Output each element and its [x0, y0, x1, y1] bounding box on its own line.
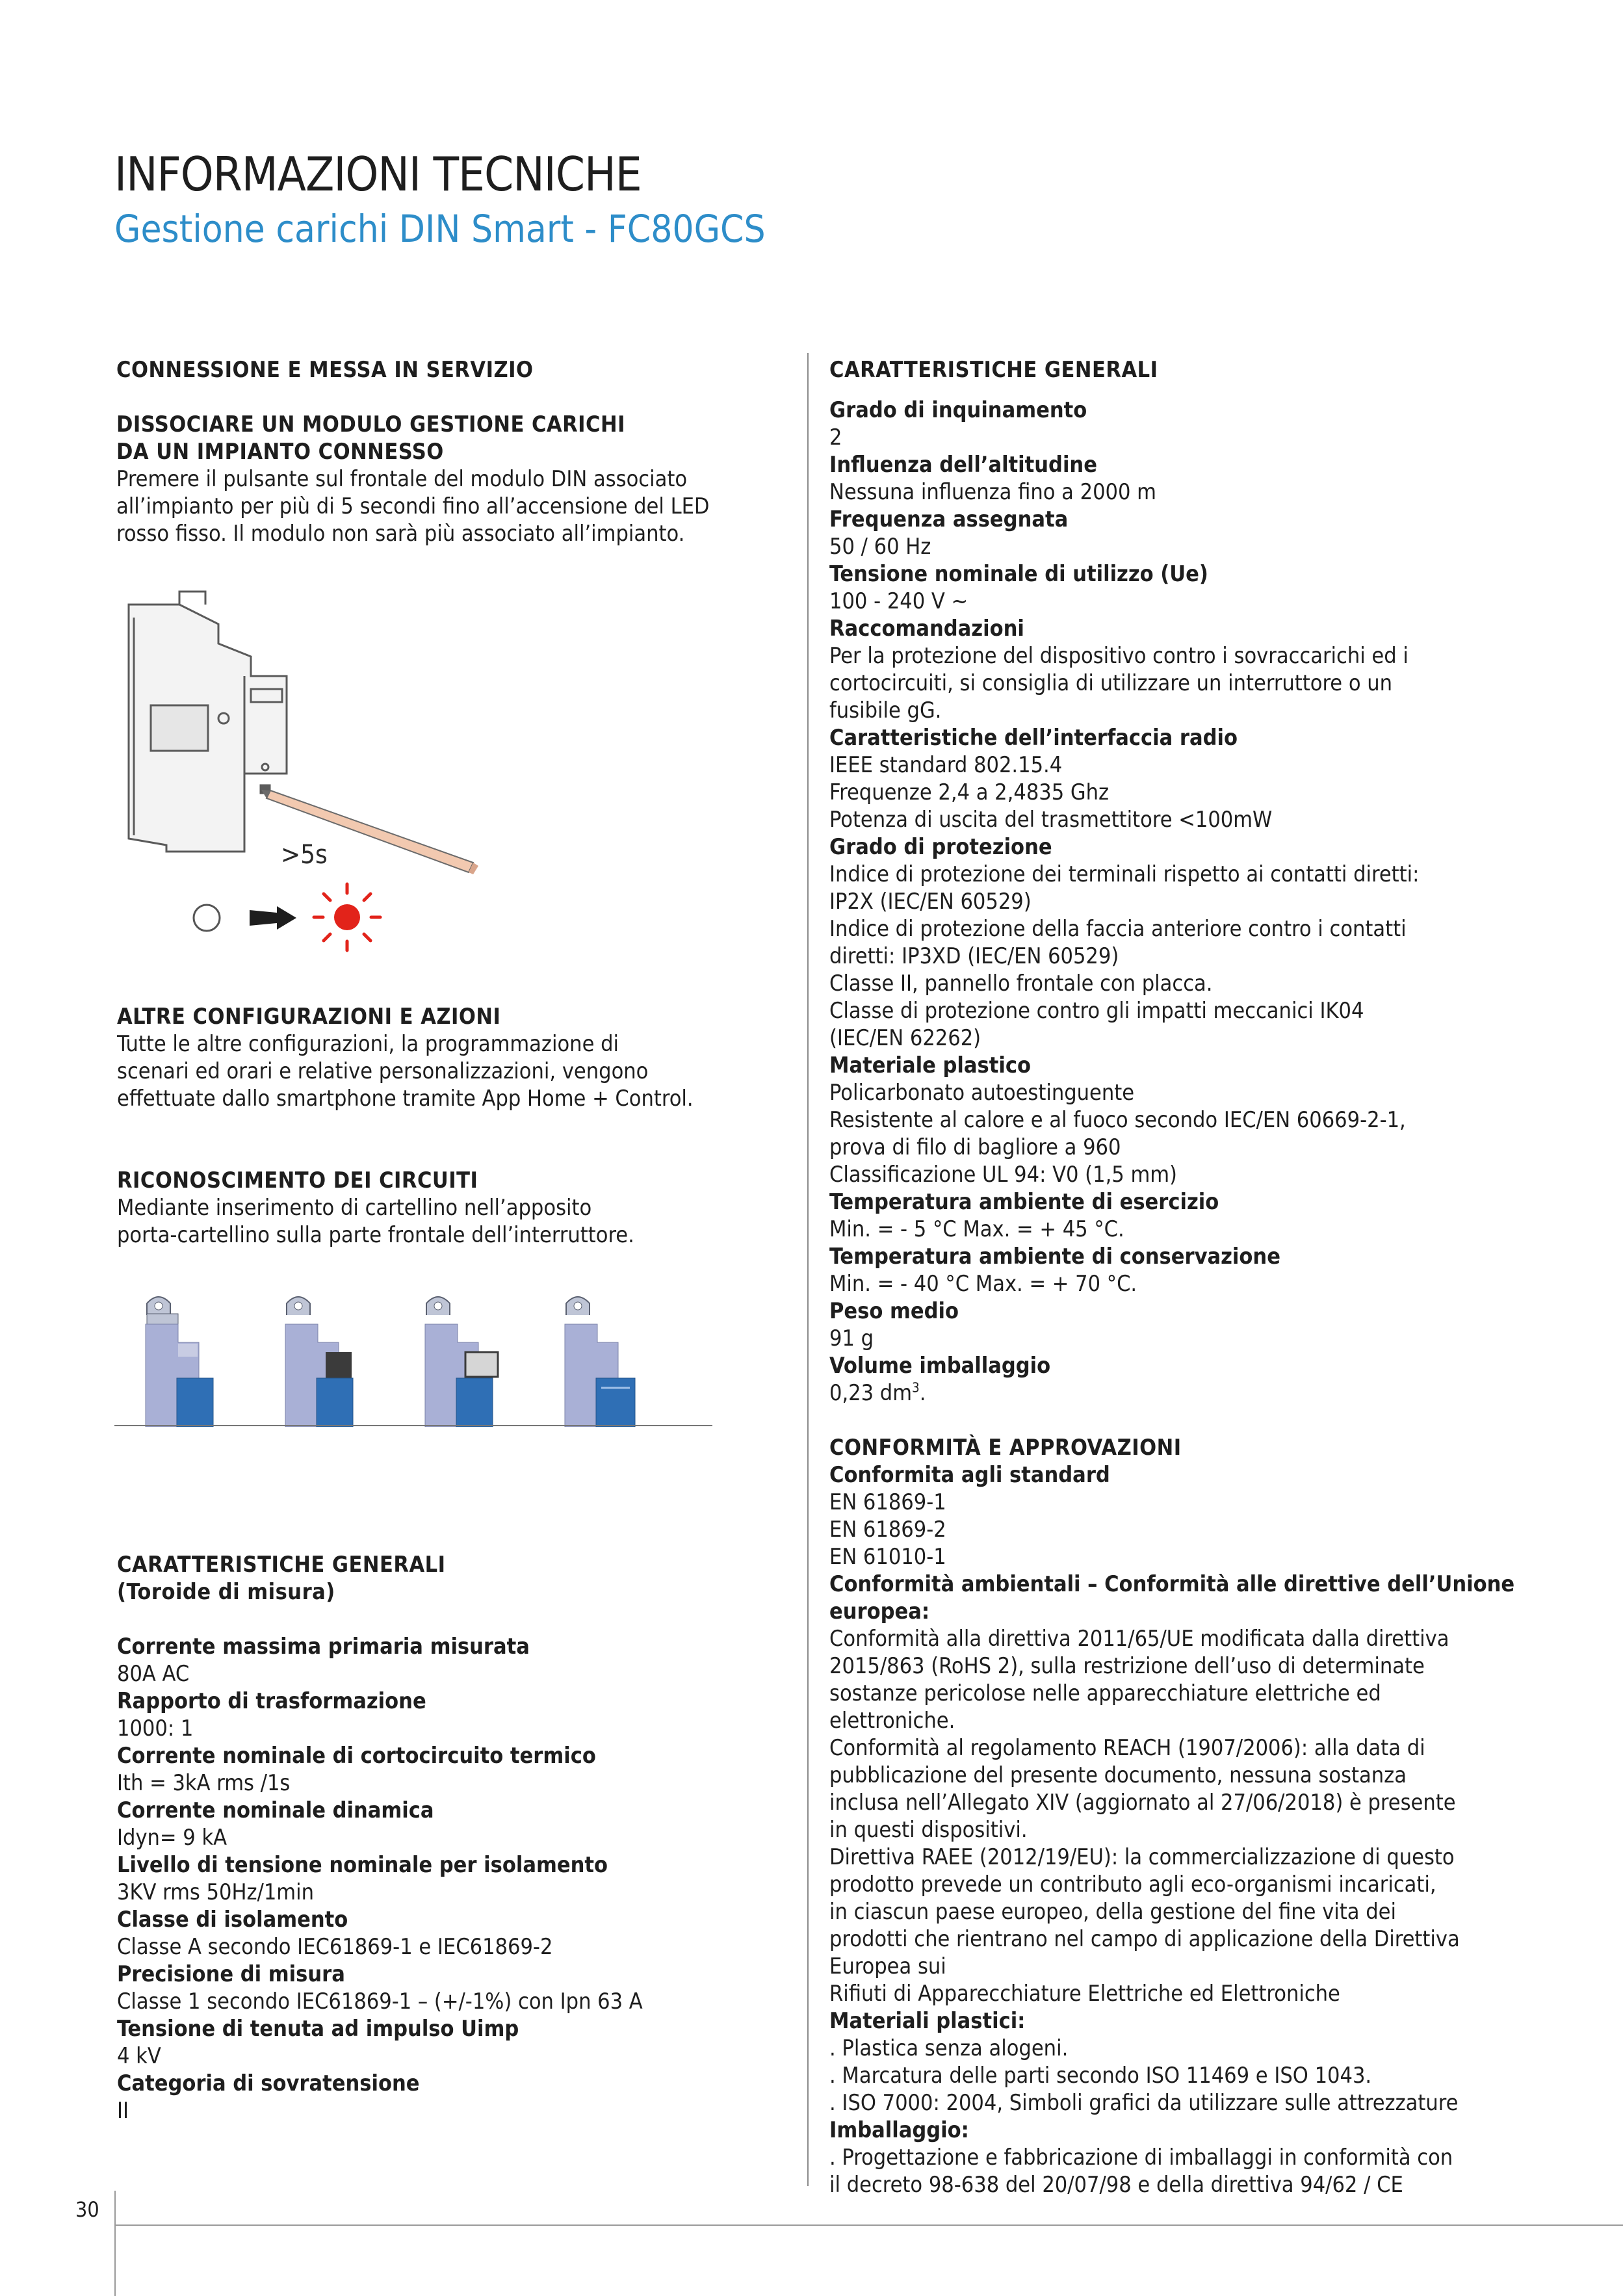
left-column-middle	[117, 1003, 793, 1249]
spec-value: Classe A secondo IEC61869-1 e IEC61869-2	[117, 1934, 553, 1960]
spec-value: Ith = 3kA rms /1s	[117, 1770, 291, 1796]
plastic-line: Resistente al calore e al fuoco secondo IEC/EN 60669-2-1,	[829, 1107, 1406, 1133]
env-line: pubblicazione del presente documento, nessuna sostanza	[829, 1762, 1407, 1788]
circuit-id-line: Mediante inserimento di cartellino nell’apposito	[117, 1195, 592, 1221]
recommendations-label: Raccomandazioni	[829, 616, 1024, 642]
voltage-value: 100 - 240 V ~	[829, 588, 968, 614]
general-heading: CARATTERISTICHE GENERALI	[829, 357, 1158, 383]
volume-label: Volume imballaggio	[829, 1353, 1051, 1379]
din-module-figure	[114, 579, 504, 956]
weight-value: 91 g	[829, 1325, 874, 1351]
env-line: Europea sui	[829, 1953, 946, 1979]
spec-label: Livello di tensione nominale per isolamento	[117, 1852, 608, 1878]
standard-item: EN 61869-1	[829, 1489, 946, 1515]
pollution-value: 2	[829, 424, 842, 450]
radio-line: IEEE standard 802.15.4	[829, 752, 1063, 778]
recommendations-line: Per la protezione del dispositivo contro i sovraccarichi ed i	[829, 643, 1409, 669]
plastics-label: Materiali plastici:	[829, 2008, 1026, 2034]
storage-temp-value: Min. = - 40 °C Max. = + 70 °C.	[829, 1271, 1137, 1297]
env-line: inclusa nell’Allegato XIV (aggiornato al 27/06/2018) è presente	[829, 1790, 1456, 1816]
left-column-top	[116, 356, 792, 547]
spec-label: Precisione di misura	[117, 1961, 345, 1987]
spec-value: 80A AC	[117, 1661, 190, 1687]
footer-tick	[114, 2191, 116, 2296]
protection-line: Indice di protezione della faccia anteriore contro i contatti	[829, 916, 1407, 942]
operating-temp-value: Min. = - 5 °C Max. = + 45 °C.	[829, 1216, 1124, 1242]
env-line: prodotti che rientrano nel campo di applicazione della Direttiva	[829, 1926, 1460, 1952]
env-line: Conformità alla direttiva 2011/65/UE modificata dalla direttiva	[829, 1626, 1449, 1652]
env-line: elettroniche.	[829, 1708, 955, 1734]
altitude-value: Nessuna influenza fino a 2000 m	[829, 479, 1156, 505]
env-label-line2: europea:	[829, 1598, 930, 1624]
conformity-heading: CONFORMITÀ E APPROVAZIONI	[829, 1435, 1182, 1461]
spec-label: Corrente nominale di cortocircuito termico	[117, 1743, 596, 1769]
radio-label: Caratteristiche dell’interfaccia radio	[829, 725, 1238, 751]
spec-label: Corrente massima primaria misurata	[117, 1634, 530, 1660]
protection-line: Indice di protezione dei terminali rispetto ai contatti diretti:	[829, 861, 1420, 887]
env-line: Direttiva RAEE (2012/19/EU): la commercializzazione di questo	[829, 1844, 1455, 1870]
env-line: Rifiuti di Apparecchiature Elettriche ed Elettroniche	[829, 1981, 1340, 2007]
circuit-id-line: porta-cartellino sulla parte frontale dell’interruttore.	[117, 1222, 634, 1248]
spec-label: Corrente nominale dinamica	[117, 1797, 434, 1823]
other-config-line: scenari ed orari e relative personalizzazioni, vengono	[117, 1058, 649, 1084]
other-config-heading: ALTRE CONFIGURAZIONI E AZIONI	[117, 1004, 501, 1030]
plastic-line: prova di filo di bagliore a 960	[829, 1134, 1121, 1160]
dissociate-text-line: Premere il pulsante sul frontale del modulo DIN associato	[116, 466, 688, 492]
protection-label: Grado di protezione	[829, 834, 1052, 860]
page-title: INFORMAZIONI TECNICHE	[114, 147, 642, 202]
env-line: in questi dispositivi.	[829, 1817, 1028, 1843]
packaging-line: . Progettazione e fabbricazione di imballaggi in conformità con	[829, 2145, 1453, 2171]
din-module-drawing	[129, 592, 287, 852]
module-with-label-holder	[146, 1297, 213, 1427]
dissociate-heading-line1: DISSOCIARE UN MODULO GESTIONE CARICHI	[116, 411, 625, 437]
page-number: 30	[75, 2197, 99, 2222]
packaging-label: Imballaggio:	[829, 2117, 969, 2143]
spec-label: Categoria di sovratensione	[117, 2070, 420, 2096]
spec-value: 4 kV	[117, 2043, 161, 2069]
protection-line: diretti: IP3XD (IEC/EN 60529)	[829, 943, 1119, 969]
altitude-label: Influenza dell’altitudine	[829, 452, 1097, 478]
frequency-label: Frequenza assegnata	[829, 506, 1069, 532]
spec-label: Rapporto di trasformazione	[117, 1688, 426, 1714]
dissociate-text-line: rosso fisso. Il modulo non sarà più associato all’impianto.	[116, 521, 685, 547]
storage-temp-label: Temperatura ambiente di conservazione	[829, 1244, 1280, 1270]
dissociate-text-line: all’impianto per più di 5 secondi fino all’accensione del LED	[116, 493, 710, 519]
protection-line: Classe II, pannello frontale con placca.	[829, 971, 1213, 997]
plastic-line: Policarbonato autoestinguente	[829, 1080, 1135, 1106]
standard-item: EN 61010-1	[829, 1544, 946, 1570]
column-divider	[807, 353, 809, 2186]
voltage-label: Tensione nominale di utilizzo (Ue)	[829, 561, 1208, 587]
frequency-value: 50 / 60 Hz	[829, 534, 931, 560]
operating-temp-label: Temperatura ambiente di esercizio	[829, 1189, 1219, 1215]
plastic-line: Classificazione UL 94: V0 (1,5 mm)	[829, 1162, 1177, 1188]
spec-value: 3KV rms 50Hz/1min	[117, 1879, 314, 1905]
toroid-heading-line1: CARATTERISTICHE GENERALI	[117, 1552, 446, 1578]
env-label-line1: Conformità ambientali – Conformità alle direttive dell’Unione	[829, 1571, 1515, 1597]
other-config-line: Tutte le altre configurazioni, la programmazione di	[117, 1031, 619, 1057]
spec-value: 1000: 1	[117, 1715, 194, 1742]
env-line: in ciascun paese europeo, della gestione del fine vita dei	[829, 1899, 1396, 1925]
footer-rule	[114, 2224, 1623, 2226]
recommendations-line: fusibile gG.	[829, 698, 942, 724]
protection-line: Classe di protezione contro gli impatti meccanici IK04	[829, 998, 1364, 1024]
hold-duration-label: >5s	[281, 840, 328, 870]
right-column	[829, 356, 1619, 2198]
plastics-line: . Plastica senza alogeni.	[829, 2035, 1069, 2061]
env-line: Conformità al regolamento REACH (1907/2006): alla data di	[829, 1735, 1425, 1761]
circuit-id-heading: RICONOSCIMENTO DEI CIRCUITI	[117, 1168, 478, 1194]
other-config-line: effettuate dallo smartphone tramite App Home + Control.	[117, 1086, 694, 1112]
weight-label: Peso medio	[829, 1298, 959, 1324]
spec-label: Tensione di tenuta ad impulso Uimp	[117, 2016, 519, 2042]
volume-suffix: .	[919, 1380, 926, 1406]
packaging-line: il decreto 98-638 del 20/07/98 e della direttiva 94/62 / CE	[829, 2172, 1403, 2198]
module-with-label-holder	[425, 1297, 498, 1427]
volume-exponent: 3	[912, 1379, 920, 1396]
led-red-icon	[314, 884, 380, 950]
env-line: sostanze pericolose nelle apparecchiature elettriche ed	[829, 1680, 1381, 1706]
standard-item: EN 61869-2	[829, 1517, 946, 1543]
radio-line: Potenza di uscita del trasmettitore <100mW	[829, 807, 1273, 833]
page-subtitle: Gestione carichi DIN Smart - FC80GCS	[114, 207, 766, 251]
module-with-label-holder	[565, 1297, 635, 1427]
left-column-bottom	[117, 1551, 793, 2124]
env-line: prodotto prevede un contributo agli eco-organismi incaricati,	[829, 1872, 1436, 1898]
led-off-icon	[194, 905, 220, 931]
module-with-label-holder	[285, 1297, 353, 1427]
volume-number: 0,23 dm	[829, 1380, 913, 1406]
protection-line: (IEC/EN 62262)	[829, 1025, 981, 1051]
pollution-label: Grado di inquinamento	[829, 397, 1087, 423]
plastics-line: . ISO 7000: 2004, Simboli grafici da utilizzare sulle attrezzature	[829, 2090, 1459, 2116]
env-line: 2015/863 (RoHS 2), sulla restrizione dell’uso di determinate	[829, 1653, 1425, 1679]
toroid-heading-line2: (Toroide di misura)	[117, 1579, 335, 1605]
arrow-right-icon	[250, 906, 296, 930]
spec-value: II	[117, 2098, 129, 2124]
spec-value: Idyn= 9 kA	[117, 1825, 227, 1851]
dissociate-heading-line2: DA UN IMPIANTO CONNESSO	[116, 439, 444, 465]
spec-value: Classe 1 secondo IEC61869-1 – (+/-1%) con Ipn 63 A	[117, 1989, 643, 2015]
plastics-line: . Marcatura delle parti secondo ISO 11469 e ISO 1043.	[829, 2063, 1372, 2089]
volume-value	[829, 1379, 1619, 1407]
plastic-label: Materiale plastico	[829, 1052, 1032, 1078]
label-holder-figure	[114, 1290, 712, 1427]
radio-line: Frequenze 2,4 a 2,4835 Ghz	[829, 779, 1110, 805]
spec-label: Classe di isolamento	[117, 1907, 348, 1933]
recommendations-line: cortocircuiti, si consiglia di utilizzare un interruttore o un	[829, 670, 1393, 696]
connection-heading: CONNESSIONE E MESSA IN SERVIZIO	[116, 357, 534, 383]
standards-label: Conformita agli standard	[829, 1462, 1110, 1488]
protection-line: IP2X (IEC/EN 60529)	[829, 889, 1032, 915]
